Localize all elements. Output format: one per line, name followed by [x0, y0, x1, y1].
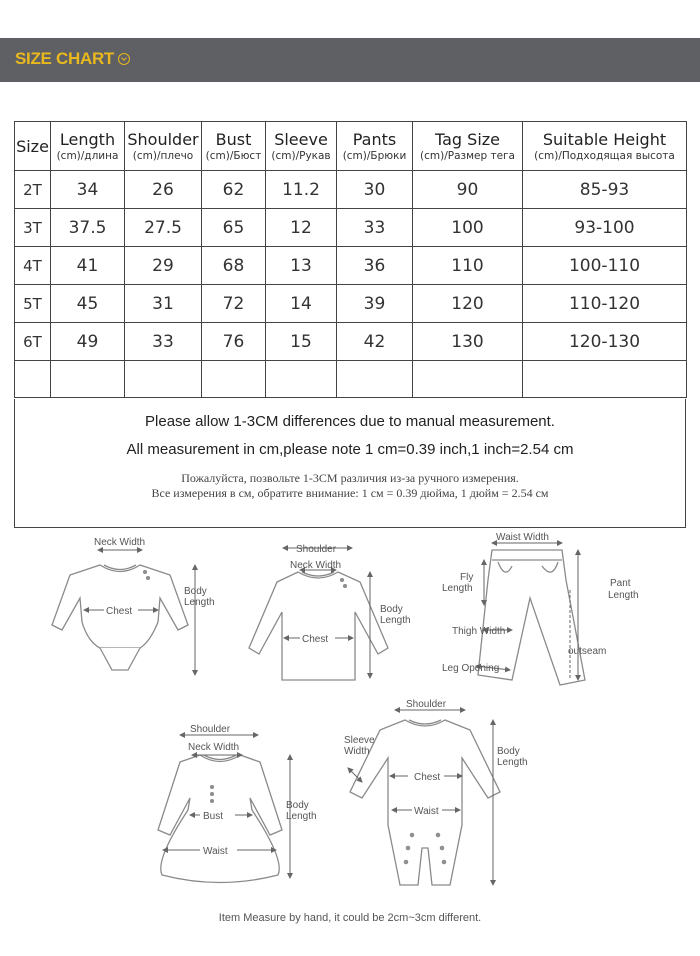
table-cell-empty: [523, 361, 687, 398]
table-cell: 31: [125, 285, 202, 323]
label-bodysuit-chest: Chest: [106, 606, 133, 617]
table-cell: 11.2: [266, 171, 337, 209]
table-cell: 120: [413, 285, 523, 323]
header-pants: Pants (cm)/Брюки: [337, 122, 413, 171]
header-length: Length (cm)/длина: [51, 122, 125, 171]
table-cell: 6T: [15, 323, 51, 361]
table-cell: 36: [337, 247, 413, 285]
measurement-diagram: [0, 530, 700, 930]
label-romper-body-length: Length: [497, 757, 528, 768]
table-cell: 15: [266, 323, 337, 361]
bodysuit-diagram: [52, 565, 188, 670]
note-english-1: Please allow 1-3CM differences due to manual measurement.: [145, 413, 555, 430]
label-pants-waist-width: Waist Width: [496, 532, 549, 543]
table-cell-empty: [202, 361, 266, 398]
label-pants-fly-length: Length: [442, 583, 473, 594]
label-pants-fly: Fly: [460, 572, 474, 583]
table-cell: 12: [266, 209, 337, 247]
table-cell: 49: [51, 323, 125, 361]
label-romper-waist: Waist: [414, 806, 439, 817]
label-dress-neck-width: Neck Width: [188, 742, 240, 753]
table-cell: 68: [202, 247, 266, 285]
label-shirt-neck-width: Neck Width: [290, 560, 342, 571]
label-pants-pant: Pant: [610, 578, 631, 589]
label-shirt-shoulder: Shoulder: [296, 544, 337, 555]
table-cell: 85-93: [523, 171, 687, 209]
label-bodysuit-body-length: Body: [184, 586, 207, 597]
label-dress-waist: Waist: [203, 846, 228, 857]
table-cell: 65: [202, 209, 266, 247]
table-cell-empty: [15, 361, 51, 398]
table-cell: 33: [125, 323, 202, 361]
table-cell: 41: [51, 247, 125, 285]
label-romper-sleeve: Sleeve: [344, 735, 375, 746]
table-header-row: [15, 122, 687, 171]
table-cell-empty: [125, 361, 202, 398]
table-cell: 27.5: [125, 209, 202, 247]
label-shirt-body-length: Body: [380, 604, 403, 615]
table-cell: 93-100: [523, 209, 687, 247]
table-cell: 30: [337, 171, 413, 209]
label-pants-outseam: outseam: [568, 646, 607, 657]
table-row-empty: [15, 361, 687, 398]
table-row: [15, 171, 687, 209]
label-romper-shoulder: Shoulder: [406, 699, 447, 710]
table-cell: 120-130: [523, 323, 687, 361]
table-row: [15, 247, 687, 285]
label-bodysuit-neck-width: Neck Width: [94, 537, 146, 548]
table-cell: 72: [202, 285, 266, 323]
label-shirt-chest: Chest: [302, 634, 329, 645]
table-cell: 62: [202, 171, 266, 209]
table-cell: 2T: [15, 171, 51, 209]
label-dress-body: Body: [286, 800, 309, 811]
label-pants-thigh-width: Thigh Width: [452, 626, 506, 637]
header-size: Size: [15, 122, 51, 171]
table-cell: 26: [125, 171, 202, 209]
table-cell: 90: [413, 171, 523, 209]
label-pants-pant-length: Length: [608, 590, 639, 601]
header-sleeve: Sleeve (cm)/Рукав: [266, 122, 337, 171]
table-cell: 100-110: [523, 247, 687, 285]
table-cell: 33: [337, 209, 413, 247]
label-romper-chest: Chest: [414, 772, 441, 783]
table-cell: 13: [266, 247, 337, 285]
note-english-2: All measurement in cm,please note 1 cm=0.39 inch,1 inch=2.54 cm: [126, 441, 574, 458]
label-shirt-body-length-2: Length: [380, 615, 411, 626]
table-cell-empty: [51, 361, 125, 398]
table-row: [15, 285, 687, 323]
header-shoulder: Shoulder (cm)/плечо: [125, 122, 202, 171]
label-dress-body-length: Length: [286, 811, 317, 822]
banner-title: SIZE CHART: [15, 49, 115, 68]
measurement-notes: [14, 399, 686, 528]
table-cell: 42: [337, 323, 413, 361]
table-cell: 110-120: [523, 285, 687, 323]
table-cell: 110: [413, 247, 523, 285]
table-cell-empty: [413, 361, 523, 398]
note-russian-1: Пожалуйста, позвольте 1-3CM различия из-за ручного измерения.: [181, 471, 519, 485]
size-chart-banner: [0, 38, 700, 82]
table-cell: 37.5: [51, 209, 125, 247]
size-table: [14, 121, 687, 398]
table-cell: 34: [51, 171, 125, 209]
label-bodysuit-body-length-2: Length: [184, 597, 215, 608]
label-romper-sleeve-width: Width: [344, 746, 370, 757]
table-row: [15, 323, 687, 361]
note-russian-2: Все измерения в см, обратите внимание: 1 см = 0.39 дюйма, 1 дюйм = 2.54 см: [151, 486, 549, 500]
table-cell: 4T: [15, 247, 51, 285]
table-cell: 5T: [15, 285, 51, 323]
footer-note: Item Measure by hand, it could be 2cm~3cm different.: [218, 912, 482, 924]
table-cell: 45: [51, 285, 125, 323]
label-romper-body: Body: [497, 746, 520, 757]
table-cell: 3T: [15, 209, 51, 247]
table-cell: 130: [413, 323, 523, 361]
table-cell: 39: [337, 285, 413, 323]
label-dress-shoulder: Shoulder: [190, 724, 231, 735]
header-tag-size: Tag Size (cm)/Размер тега: [413, 122, 523, 171]
table-cell-empty: [266, 361, 337, 398]
table-cell: 100: [413, 209, 523, 247]
chevron-circle-icon: [118, 53, 130, 65]
table-cell: 29: [125, 247, 202, 285]
label-dress-bust: Bust: [203, 811, 224, 822]
header-bust: Bust (cm)/Бюст: [202, 122, 266, 171]
table-row: [15, 209, 687, 247]
label-pants-leg-opening: Leg Opening: [442, 663, 500, 674]
table-cell: 76: [202, 323, 266, 361]
shirt-diagram: [249, 572, 388, 680]
table-cell: 14: [266, 285, 337, 323]
header-suitable-height: Suitable Height (cm)/Подходящая высота: [523, 122, 687, 171]
table-cell-empty: [337, 361, 413, 398]
